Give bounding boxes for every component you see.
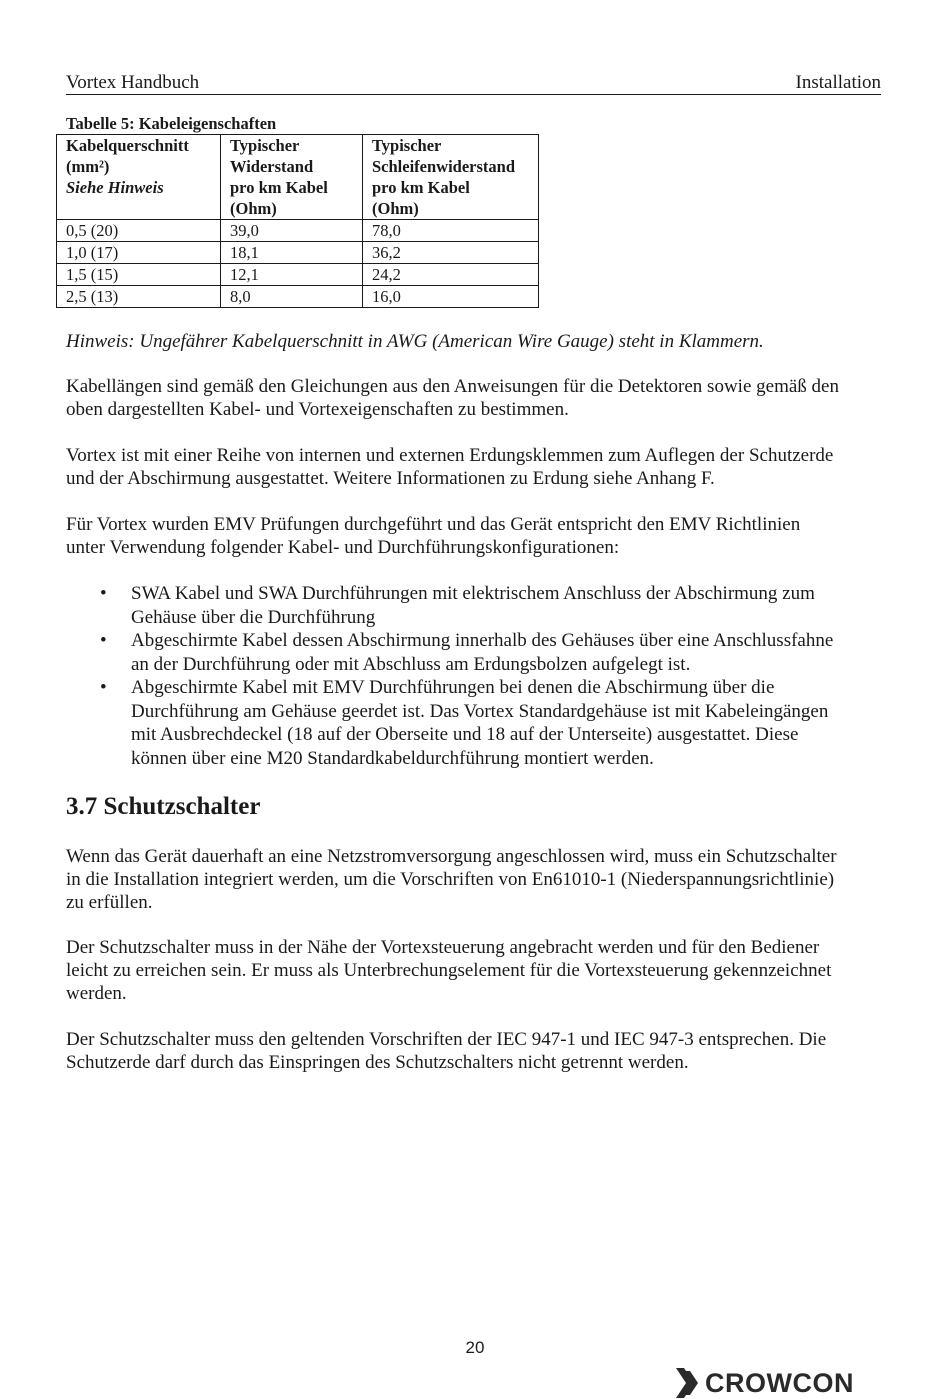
cable-properties-table	[56, 134, 539, 308]
table-cell: 24,2	[363, 264, 539, 286]
header-line: Typischer	[372, 136, 442, 155]
header-line: (Ohm)	[230, 199, 277, 218]
table-cell: 16,0	[363, 286, 539, 308]
header-section-title: Installation	[795, 72, 881, 93]
bullet-icon: •	[100, 677, 107, 698]
paragraph-cable-lengths	[66, 375, 886, 421]
header-line: Schleifenwiderstand	[372, 157, 516, 176]
text-line: Für Vortex wurden EMV Prüfungen durchgeführt und das Gerät entspricht den EMV Richtlinien	[66, 514, 801, 535]
text-line: Abgeschirmte Kabel mit EMV Durchführungen bei denen die Abschirmung über die	[131, 677, 775, 698]
text-line: Schutzerde darf durch das Einspringen des Schutzschalters nicht getrennt werden.	[66, 1052, 689, 1073]
text-line: in die Installation integriert werden, um die Vorschriften von En61010-1 (Niederspannungsrichtlinie)	[66, 869, 835, 890]
header-line: Widerstand	[230, 157, 314, 176]
text-line: werden.	[66, 983, 127, 1004]
paragraph-circuit-breaker-location	[66, 936, 886, 1005]
text-line: zu erfüllen.	[66, 892, 153, 913]
text-line: oben dargestellten Kabel- und Vortexeigenschaften zu bestimmen.	[66, 399, 569, 420]
header-line: (Ohm)	[372, 199, 419, 218]
section-heading: 3.7 Schutzschalter	[66, 793, 261, 820]
text-line: unter Verwendung folgender Kabel- und Durchführungskonfigurationen:	[66, 537, 620, 558]
table-row	[57, 286, 539, 308]
header-note: Siehe Hinweis	[66, 178, 164, 197]
text-line: leicht zu erreichen sein. Er muss als Unterbrechungselement für die Vortexsteuerung gekennzeichnet	[66, 960, 832, 981]
table-header-cell	[221, 135, 363, 220]
table-header-cell	[57, 135, 221, 220]
page-header	[66, 72, 881, 95]
text-line: Abgeschirmte Kabel dessen Abschirmung innerhalb des Gehäuses über eine Anschlussfahne	[131, 630, 834, 651]
table-header-row	[57, 135, 539, 220]
emv-configurations-list	[66, 582, 886, 770]
header-line: Kabelquerschnitt	[66, 136, 189, 155]
table-cell: 2,5 (13)	[57, 286, 221, 308]
list-item	[66, 582, 886, 629]
paragraph-circuit-breaker-standards	[66, 1028, 886, 1074]
paragraph-circuit-breaker-requirement	[66, 845, 886, 914]
text-line: und der Abschirmung ausgestattet. Weitere Informationen zu Erdung siehe Anhang F.	[66, 468, 715, 489]
crowcon-logo	[676, 1366, 876, 1398]
table-cell: 36,2	[363, 242, 539, 264]
text-line: können über eine M20 Standardkabeldurchführung montiert werden.	[131, 747, 654, 769]
table-cell: 18,1	[221, 242, 363, 264]
text-line: mit Ausbrechdeckel (18 auf der Oberseite und 18 auf der Unterseite) ausgestattet. Diese	[131, 724, 799, 745]
table-row	[57, 264, 539, 286]
header-line: pro km Kabel	[230, 178, 328, 197]
page-number: 20	[465, 1338, 485, 1357]
text-line: Der Schutzschalter muss den geltenden Vorschriften der IEC 947-1 und IEC 947-3 entsprechen. Die	[66, 1029, 827, 1050]
table-cell: 1,5 (15)	[57, 264, 221, 286]
text-line: Durchführung am Gehäuse geerdet ist. Das Vortex Standardgehäuse ist mit Kabeleingängen	[131, 700, 829, 722]
header-line: Typischer	[230, 136, 300, 155]
text-line: Wenn das Gerät dauerhaft an eine Netzstromversorgung angeschlossen wird, muss ein Schutzschalter	[66, 846, 837, 867]
bullet-icon: •	[100, 630, 107, 651]
text-line: Kabellängen sind gemäß den Gleichungen aus den Anweisungen für die Detektoren sowie gemäß den	[66, 376, 839, 397]
header-line: (mm²)	[66, 157, 110, 176]
header-line: pro km Kabel	[372, 178, 470, 197]
text-line: Vortex ist mit einer Reihe von internen und externen Erdungsklemmen zum Auflegen der Schutzerde	[66, 445, 834, 466]
logo-text: CROWCON	[705, 1368, 854, 1398]
table-cell: 39,0	[221, 220, 363, 242]
list-item	[66, 629, 886, 676]
table-header-cell	[363, 135, 539, 220]
list-item	[66, 676, 886, 770]
table-row	[57, 220, 539, 242]
paragraph-emv	[66, 513, 886, 559]
header-document-title: Vortex Handbuch	[66, 72, 200, 93]
crowcon-chevron-icon	[676, 1368, 702, 1398]
table-cell: 0,5 (20)	[57, 220, 221, 242]
table-cell: 78,0	[363, 220, 539, 242]
table-cell: 1,0 (17)	[57, 242, 221, 264]
text-line: an der Durchführung oder mit Abschluss am Erdungsbolzen aufgelegt ist.	[131, 653, 691, 675]
text-line: SWA Kabel und SWA Durchführungen mit elektrischem Anschluss der Abschirmung zum	[131, 583, 815, 604]
table-cell: 8,0	[221, 286, 363, 308]
bullet-icon: •	[100, 583, 107, 604]
text-line: Gehäuse über die Durchführung	[131, 606, 376, 628]
table-cell: 12,1	[221, 264, 363, 286]
table-caption: Tabelle 5: Kabeleigenschaften	[66, 114, 277, 133]
paragraph-grounding	[66, 444, 886, 490]
table-row	[57, 242, 539, 264]
text-line: Der Schutzschalter muss in der Nähe der Vortexsteuerung angebracht werden und für den Bediener	[66, 937, 820, 958]
table-note: Hinweis: Ungefährer Kabelquerschnitt in AWG (American Wire Gauge) steht in Klammern.	[66, 331, 764, 352]
